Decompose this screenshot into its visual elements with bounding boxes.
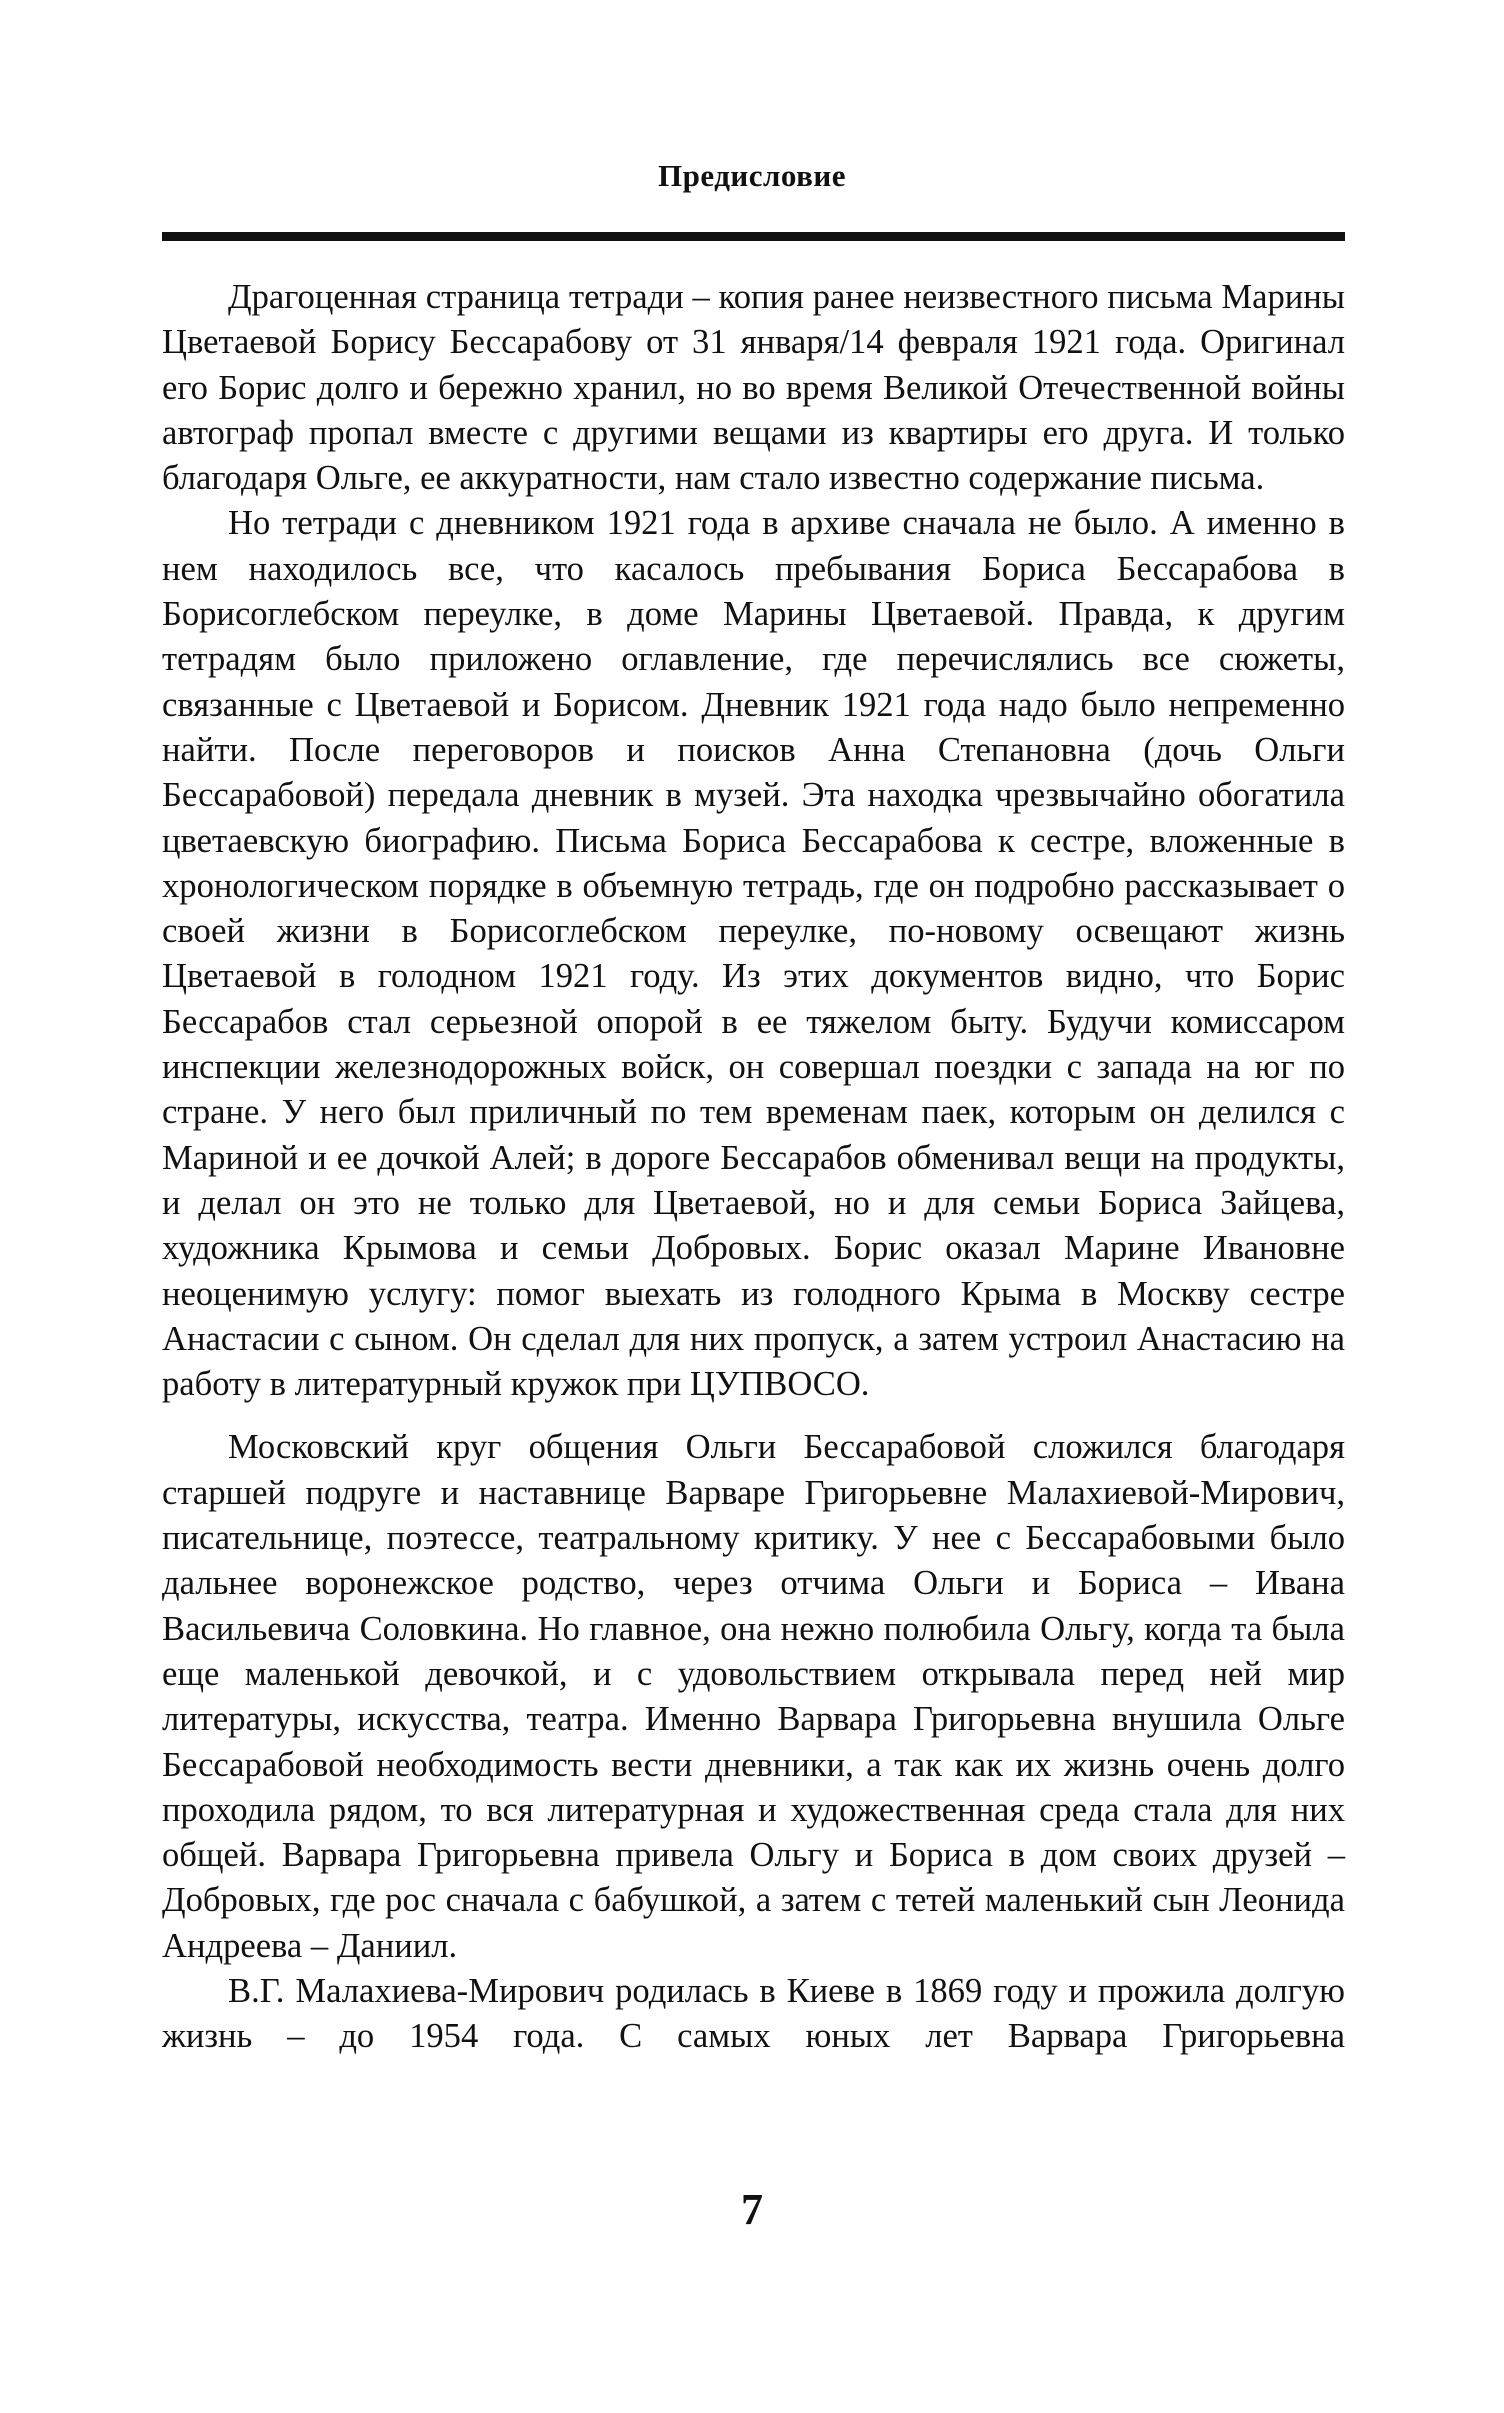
body-text [162,275,1345,2060]
paragraph-3: Московский круг общения Ольги Бессарабовой сложился благодаря старшей подруге и наставнице Варваре Григорьевне Малахиевой-Мирович, писательнице, поэтессе, театральному критику. У нее с Бессарабовыми было дальнее воронежское родство, через отчима Ольги и Бориса – Ивана Васильевича Соловкина. Но главное, она нежно полюбила Ольгу, когда та была еще маленькой девочкой, и с удовольствием открывала перед ней мир литературы, искусства, театра. Именно Варвара Григорьевна внушила Ольге Бессарабовой необходимость вести дневники, а так как их жизнь очень долго проходила рядом, то вся литературная и художественная среда стала для них общей. Варвара Григорьевна привела Ольгу и Бориса в дом своих друзей – Добровых, где рос сначала с бабушкой, а затем с тетей маленький сын Леонида Андреева – Даниил. [162,1428,1345,1965]
running-header: Предисловие [658,158,846,193]
paragraph-2: Но тетради с дневником 1921 года в архиве сначала не было. А именно в нем находилось все, что касалось пребывания Бориса Бессарабова в Борисоглебском переулке, в доме Марины Цветаевой. Правда, к другим тетрадям было приложено оглавление, где перечислялись все сюжеты, связанные с Цветаевой и Борисом. Дневник 1921 года надо было непременно найти. После переговоров и поисков Анна Степановна (дочь Ольги Бессарабовой) передала дневник в музей. Эта находка чрезвычайно обогатила цветаевскую биографию. Письма Бориса Бессарабова к сестре, вложенные в хронологическом порядке в объемную тетрадь, где он подробно рассказывает о своей жизни в Борисоглебском переулке, по-новому освещают жизнь Цветаевой в голодном 1921 году. Из этих документов видно, что Борис Бессарабов стал серьезной опорой в ее тяжелом быту. Будучи комиссаром инспекции железнодорожных войск, он совершал поездки с запада на юг по стране. У него был приличный по тем временам паек, которым он делился с Мариной и ее дочкой Алей; в дороге Бессарабов обменивал вещи на продукты, и делал он это не только для Цветаевой, но и для семьи Бориса Зайцева, художника Крымова и семьи Добровых. Борис оказал Марине Ивановне неоценимую услугу: помог выехать из голодного Крыма в Москву сестре Анастасии с сыном. Он сделал для них пропуск, а затем устроил Анастасию на работу в литературный кружок при ЦУПВОСО. [162,504,1345,1404]
paragraph-4: В.Г. Малахиева-Мирович родилась в Киеве в 1869 году и прожила долгую жизнь – до 1954 года. С самых юных лет Варвара Григорьевна [162,1971,1345,2056]
header-rule [162,232,1345,241]
paragraph-1: Драгоценная страница тетради – копия ранее неизвестного письма Марины Цветаевой Борису Бессарабову от 31 января/14 февраля 1921 года. Оригинал его Борис долго и бережно хранил, но во время Великой Отечественной войны автограф пропал вместе с другими вещами из квартиры его друга. И только благодаря Ольге, ее аккуратности, нам стало известно содержание письма. [162,278,1345,498]
page-number: 7 [741,2185,763,2234]
